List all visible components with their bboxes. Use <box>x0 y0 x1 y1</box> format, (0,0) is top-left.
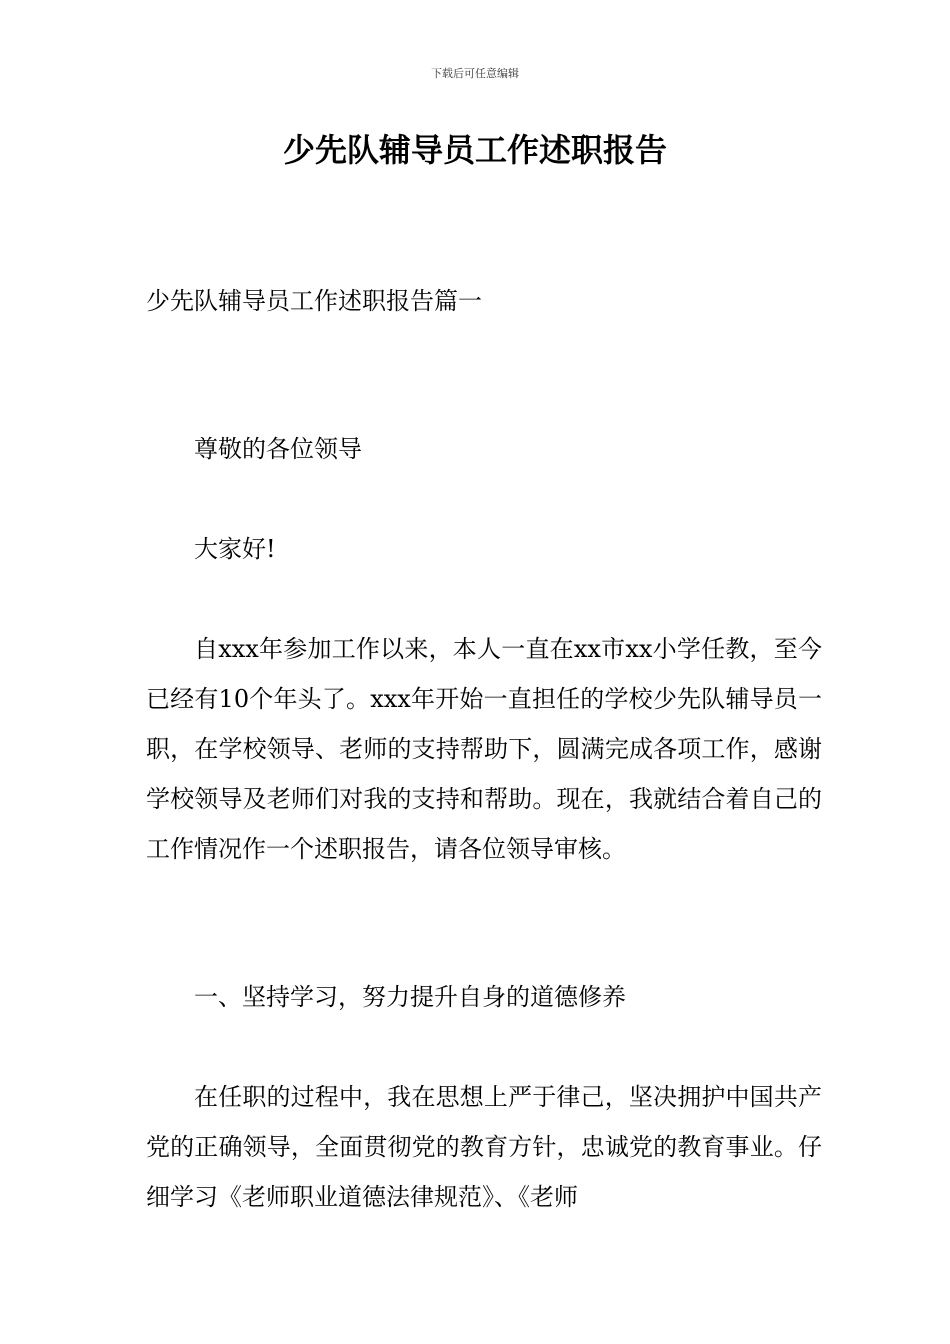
salutation: 尊敬的各位领导 <box>194 435 362 463</box>
document-title: 少先队辅导员工作述职报告 <box>282 131 667 169</box>
section-1-title: 一、坚持学习，努力提升自身的道德修养 <box>194 983 626 1011</box>
paragraph-intro: 自xxx年参加工作以来，本人一直在xx市xx小学任教，至今已经有10个年头了。xxx年开始一直担任的学校少先队辅导员一职，在学校领导、老师的支持帮助下，圆满完成各项工作，感谢学校领导及老师们对我的支持和帮助。现在，我就结合着自己的工作情况作一个述职报告，请各位领导审核。 <box>146 635 822 863</box>
greeting: 大家好! <box>194 535 276 563</box>
paragraph-section-1: 在任职的过程中，我在思想上严于律己，坚决拥护中国共产党的正确领导，全面贯彻党的教育方针，忠诚党的教育事业。仔细学习《老师职业道德法律规范》、《老师 <box>146 1083 822 1211</box>
section-heading: 少先队辅导员工作述职报告篇一 <box>146 287 482 315</box>
header-note: 下载后可任意编辑 <box>431 67 519 80</box>
